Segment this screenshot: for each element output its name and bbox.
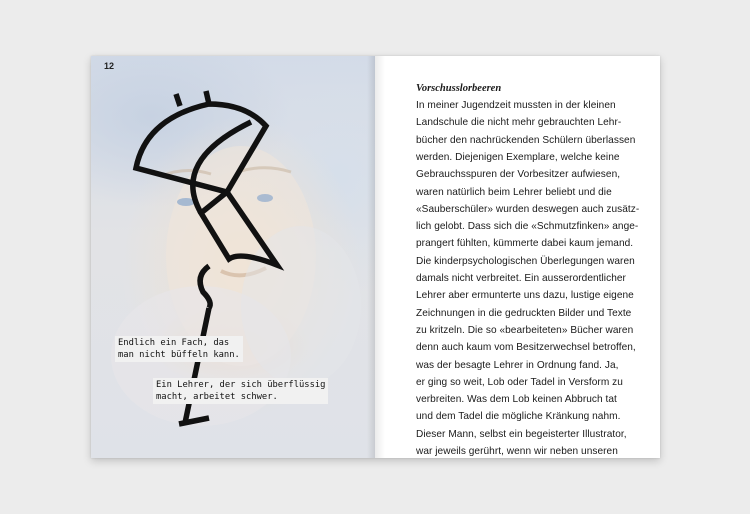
page-number: 12 (104, 61, 115, 71)
text-line: damals nicht verbreitet. Ein ausserordentlicher (416, 273, 626, 284)
caption-box (115, 336, 243, 362)
text-line: war jeweils gerührt, wenn wir neben unseren (416, 446, 618, 457)
book-spine-shadow (367, 56, 375, 458)
caption-box (153, 378, 328, 404)
text-line: verbreiten. Was dem Lob keinen Abbruch tat (416, 394, 617, 406)
text-line: zu kritzeln. Die so «bearbeiteten» Bücher waren (416, 324, 634, 336)
text-line: prangert fühlten, kümmerte dabei kaum jemand. (416, 238, 634, 250)
text-line: waren natürlich beim Lehrer beliebt und die (416, 186, 612, 198)
book-gutter-shadow (375, 56, 385, 458)
left-page (91, 56, 375, 458)
text-line: was der besagte Lehrer in Ordnung fand. Ja, (416, 359, 619, 371)
text-line: «Sauberschüler» wurden deswegen auch zusätz- (416, 203, 640, 215)
text-line: denn auch kaum vom Besitzerwechsel betroffen, (416, 342, 636, 354)
text-line: Gebrauchsspuren der Vorbesitzer aufwiesen, (416, 169, 621, 181)
caption-line: Endlich ein Fach, das (118, 338, 230, 348)
text-line: und dem Tadel die mögliche Kränkung nahm. (416, 411, 621, 423)
text-line: bücher den nachrückenden Schülern überlassen (416, 134, 636, 146)
caption-line: man nicht büffeln kann. (118, 350, 240, 360)
text-line: er ging so weit, Lob oder Tadel in Versform zu (416, 376, 623, 388)
text-line: In meiner Jugendzeit mussten in der kleinen (416, 100, 616, 111)
text-line: Zeichnungen in die gedruckten Bilder und Texte (416, 307, 632, 319)
text-line: Lehrer aber ermunterte uns dazu, lustige eigene (416, 290, 634, 302)
right-page (375, 56, 660, 458)
caption-line: Ein Lehrer, der sich überflüssig (156, 380, 326, 390)
caption-line: macht, arbeitet schwer. (156, 392, 278, 402)
text-line: Landschule die nicht mehr gebrauchten Lehr- (416, 117, 622, 129)
text-line: Die kinderpsychologischen Überlegungen waren (416, 255, 635, 267)
open-book (91, 56, 660, 458)
text-line: lich gelobt. Dass sich die «Schmutzfinken» ange- (416, 221, 639, 233)
text-line: Dieser Mann, selbst ein begeisterter Illustrator, (416, 428, 627, 440)
section-heading: Vorschusslorbeeren (416, 83, 502, 94)
text-line: werden. Diejenigen Exemplare, welche keine (416, 151, 620, 163)
